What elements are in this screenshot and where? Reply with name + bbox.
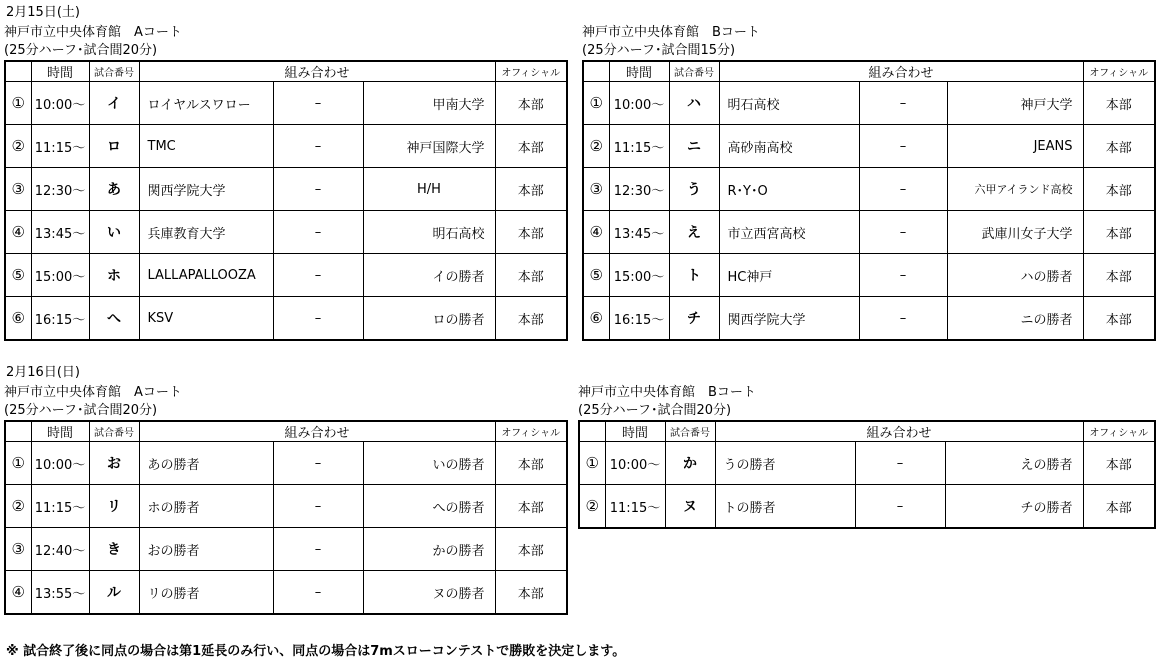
official: 本部: [495, 211, 567, 254]
match-code: い: [89, 211, 139, 254]
match-time: 12:30～: [31, 168, 89, 211]
match-number: ①: [583, 82, 609, 125]
versus-dash: –: [273, 571, 363, 615]
team-2: ニの勝者: [947, 297, 1083, 341]
official: 本部: [495, 82, 567, 125]
match-row: [5, 571, 567, 615]
day1-b-block: [582, 24, 1156, 341]
match-code: チ: [669, 297, 719, 341]
official: 本部: [1083, 168, 1155, 211]
versus-dash: –: [859, 82, 947, 125]
team-1: トの勝者: [715, 485, 855, 529]
official: 本部: [1083, 211, 1155, 254]
header-time: 時間: [605, 421, 665, 442]
match-row: [583, 168, 1155, 211]
match-code: ホ: [89, 254, 139, 297]
match-number: ②: [5, 485, 31, 528]
team-2: H/H: [363, 168, 495, 211]
day1-b-venue: 神戸市立中央体育館 Bコート: [582, 25, 760, 40]
team-1: LALLAPALLOOZA: [139, 254, 273, 297]
team-1: 明石高校: [719, 82, 859, 125]
header-match: 組み合わせ: [139, 421, 495, 442]
team-1: ロイヤルスワロー: [139, 82, 273, 125]
team-1: 市立西宮高校: [719, 211, 859, 254]
day1-date: 2月15日(土): [6, 5, 80, 20]
versus-dash: –: [273, 297, 363, 341]
match-number: ②: [583, 125, 609, 168]
official: 本部: [495, 571, 567, 615]
match-time: 11:15～: [609, 125, 669, 168]
match-number: ③: [5, 528, 31, 571]
team-2: 武庫川女子大学: [947, 211, 1083, 254]
day2-a-table: [4, 420, 568, 615]
match-row: [583, 82, 1155, 125]
versus-dash: –: [855, 485, 945, 529]
match-number: ③: [5, 168, 31, 211]
team-1: 兵庫教育大学: [139, 211, 273, 254]
team-2: 明石高校: [363, 211, 495, 254]
team-2: 甲南大学: [363, 82, 495, 125]
match-code: ロ: [89, 125, 139, 168]
match-number: ④: [583, 211, 609, 254]
match-row: [5, 82, 567, 125]
team-2: への勝者: [363, 485, 495, 528]
official: 本部: [495, 297, 567, 341]
versus-dash: –: [859, 297, 947, 341]
header-official: オフィシャル: [495, 61, 567, 82]
versus-dash: –: [273, 442, 363, 485]
match-time: 15:00～: [609, 254, 669, 297]
match-row: [583, 125, 1155, 168]
match-code: き: [89, 528, 139, 571]
team-2: 神戸国際大学: [363, 125, 495, 168]
match-number: ⑤: [583, 254, 609, 297]
day2-a-venue: 神戸市立中央体育館 Aコート: [4, 385, 182, 400]
match-time: 11:15～: [31, 485, 89, 528]
team-2: かの勝者: [363, 528, 495, 571]
day2-b-table: [578, 420, 1156, 529]
official: 本部: [1083, 254, 1155, 297]
official: 本部: [1083, 485, 1155, 529]
team-1: おの勝者: [139, 528, 273, 571]
match-time: 10:00～: [31, 82, 89, 125]
day2-b-venue: 神戸市立中央体育館 Bコート: [578, 385, 756, 400]
match-number: ③: [583, 168, 609, 211]
match-time: 13:45～: [31, 211, 89, 254]
header-time: 時間: [31, 61, 89, 82]
team-2: JEANS: [947, 125, 1083, 168]
match-time: 10:00～: [609, 82, 669, 125]
header-code: 試合番号: [89, 421, 139, 442]
match-row: [5, 211, 567, 254]
official: 本部: [495, 442, 567, 485]
versus-dash: –: [859, 125, 947, 168]
match-number: ①: [5, 442, 31, 485]
match-time: 16:15～: [31, 297, 89, 341]
team-1: 高砂南高校: [719, 125, 859, 168]
versus-dash: –: [273, 528, 363, 571]
match-number: ①: [579, 442, 605, 485]
team-1: R･Y･O: [719, 168, 859, 211]
header-official: オフィシャル: [495, 421, 567, 442]
header-official: オフィシャル: [1083, 421, 1155, 442]
official: 本部: [1083, 82, 1155, 125]
official: 本部: [1083, 125, 1155, 168]
header-time: 時間: [609, 61, 669, 82]
header-code: 試合番号: [89, 61, 139, 82]
versus-dash: –: [855, 442, 945, 485]
match-code: う: [669, 168, 719, 211]
header-official: オフィシャル: [1083, 61, 1155, 82]
match-code: リ: [89, 485, 139, 528]
footnote: ※ 試合終了後に同点の場合は第1延長のみ行い、同点の場合は7mスローコンテストで勝敗を決定します。: [6, 644, 626, 659]
header-no: [5, 421, 31, 442]
match-row: [583, 211, 1155, 254]
day1-a-block: [4, 24, 568, 341]
match-time: 16:15～: [609, 297, 669, 341]
team-1: うの勝者: [715, 442, 855, 485]
team-1: あの勝者: [139, 442, 273, 485]
header-no: [5, 61, 31, 82]
match-time: 12:40～: [31, 528, 89, 571]
team-1: HC神戸: [719, 254, 859, 297]
match-code: ニ: [669, 125, 719, 168]
team-2: チの勝者: [945, 485, 1083, 529]
match-code: イ: [89, 82, 139, 125]
match-row: [583, 297, 1155, 341]
team-2: ロの勝者: [363, 297, 495, 341]
match-row: [583, 254, 1155, 297]
match-number: ⑤: [5, 254, 31, 297]
header-code: 試合番号: [669, 61, 719, 82]
versus-dash: –: [273, 254, 363, 297]
day1-a-venue: 神戸市立中央体育館 Aコート: [4, 25, 182, 40]
day2-b-format: (25分ハーフ･試合間20分): [578, 403, 732, 418]
match-code: ヌ: [665, 485, 715, 529]
day1-b-table: [582, 60, 1156, 341]
team-1: 関西学院大学: [719, 297, 859, 341]
match-code: ハ: [669, 82, 719, 125]
match-row: [579, 442, 1155, 485]
header-time: 時間: [31, 421, 89, 442]
official: 本部: [1083, 442, 1155, 485]
match-code: ト: [669, 254, 719, 297]
official: 本部: [495, 254, 567, 297]
header-code: 試合番号: [665, 421, 715, 442]
day2-b-block: [578, 384, 1156, 529]
versus-dash: –: [273, 485, 363, 528]
match-number: ①: [5, 82, 31, 125]
header-match: 組み合わせ: [719, 61, 1083, 82]
match-row: [5, 297, 567, 341]
versus-dash: –: [273, 168, 363, 211]
match-number: ②: [5, 125, 31, 168]
team-1: 関西学院大学: [139, 168, 273, 211]
match-time: 13:55～: [31, 571, 89, 615]
match-row: [5, 168, 567, 211]
header-match: 組み合わせ: [715, 421, 1083, 442]
match-row: [5, 528, 567, 571]
match-time: 11:15～: [605, 485, 665, 529]
team-1: TMC: [139, 125, 273, 168]
versus-dash: –: [273, 82, 363, 125]
official: 本部: [495, 485, 567, 528]
match-row: [5, 254, 567, 297]
match-number: ⑥: [583, 297, 609, 341]
versus-dash: –: [859, 168, 947, 211]
match-row: [5, 125, 567, 168]
match-number: ④: [5, 571, 31, 615]
versus-dash: –: [273, 125, 363, 168]
match-row: [5, 485, 567, 528]
match-code: ル: [89, 571, 139, 615]
team-2: いの勝者: [363, 442, 495, 485]
official: 本部: [1083, 297, 1155, 341]
team-2: イの勝者: [363, 254, 495, 297]
day1-b-format: (25分ハーフ･試合間15分): [582, 43, 736, 58]
match-row: [579, 485, 1155, 529]
team-1: KSV: [139, 297, 273, 341]
match-time: 12:30～: [609, 168, 669, 211]
team-2: えの勝者: [945, 442, 1083, 485]
match-time: 10:00～: [605, 442, 665, 485]
official: 本部: [495, 168, 567, 211]
match-code: お: [89, 442, 139, 485]
match-number: ⑥: [5, 297, 31, 341]
match-number: ②: [579, 485, 605, 529]
match-code: へ: [89, 297, 139, 341]
team-1: リの勝者: [139, 571, 273, 615]
match-code: え: [669, 211, 719, 254]
official: 本部: [495, 125, 567, 168]
header-no: [583, 61, 609, 82]
team-2: 六甲アイランド高校: [947, 168, 1083, 211]
versus-dash: –: [273, 211, 363, 254]
match-time: 11:15～: [31, 125, 89, 168]
versus-dash: –: [859, 254, 947, 297]
day2-a-format: (25分ハーフ･試合間20分): [4, 403, 158, 418]
day2-a-block: [4, 384, 568, 615]
match-code: か: [665, 442, 715, 485]
header-no: [579, 421, 605, 442]
team-2: ハの勝者: [947, 254, 1083, 297]
match-time: 15:00～: [31, 254, 89, 297]
match-code: あ: [89, 168, 139, 211]
match-time: 13:45～: [609, 211, 669, 254]
team-2: 神戸大学: [947, 82, 1083, 125]
match-number: ④: [5, 211, 31, 254]
day2-date: 2月16日(日): [6, 365, 80, 380]
header-match: 組み合わせ: [139, 61, 495, 82]
official: 本部: [495, 528, 567, 571]
versus-dash: –: [859, 211, 947, 254]
day1-a-table: [4, 60, 568, 341]
day1-a-format: (25分ハーフ･試合間20分): [4, 43, 158, 58]
team-2: ヌの勝者: [363, 571, 495, 615]
match-row: [5, 442, 567, 485]
team-1: ホの勝者: [139, 485, 273, 528]
match-time: 10:00～: [31, 442, 89, 485]
